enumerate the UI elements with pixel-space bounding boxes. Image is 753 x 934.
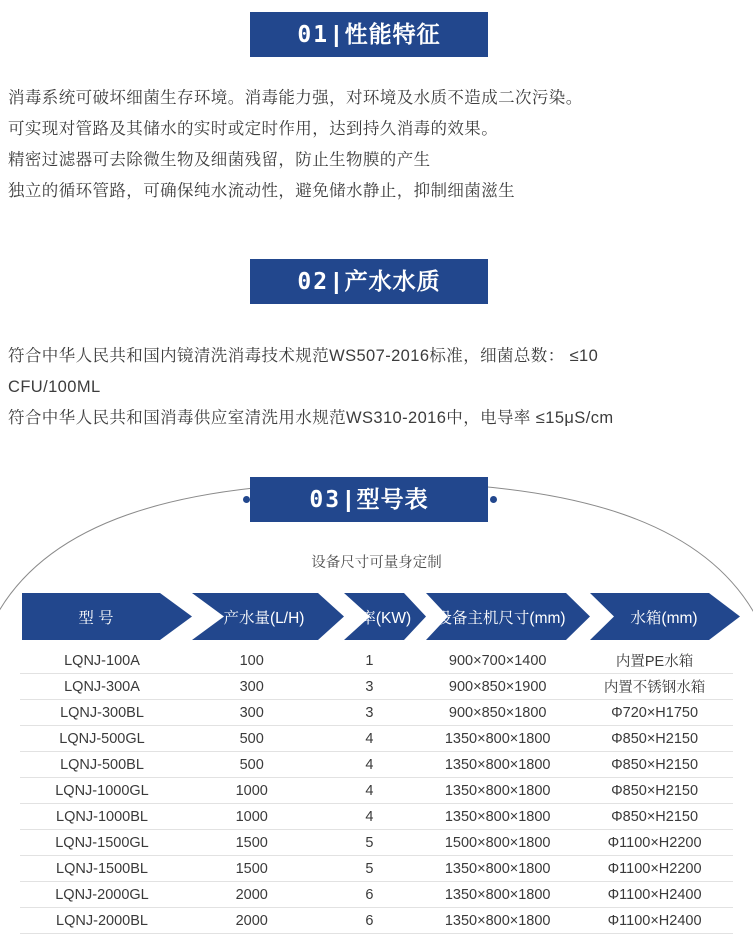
cell-size: 900×850×1900 <box>419 674 576 700</box>
cell-tank: Φ1100×H2200 <box>576 856 733 882</box>
table-row <box>20 778 733 804</box>
cell-output: 2000 <box>184 882 319 908</box>
paragraph-line: 独立的循环管路，可确保纯水流动性，避免储水静止，抑制细菌滋生 <box>8 182 515 200</box>
paragraph-line: CFU/100ML <box>8 378 101 396</box>
cell-model: LQNJ-500BL <box>20 752 184 778</box>
table-row <box>20 830 733 856</box>
spec-table <box>20 648 733 934</box>
cell-output: 300 <box>184 700 319 726</box>
cell-size: 1350×800×1800 <box>419 778 576 804</box>
cell-power: 6 <box>319 908 419 934</box>
section-separator-03: | <box>345 485 353 512</box>
section-title-03: 型号表 <box>356 485 429 512</box>
cell-output: 1000 <box>184 804 319 830</box>
cell-model: LQNJ-1000GL <box>20 778 184 804</box>
cell-power: 4 <box>319 726 419 752</box>
table-caption: 设备尺寸可量身定制 <box>311 555 442 571</box>
cell-tank: Φ720×H1750 <box>576 700 733 726</box>
table-row <box>20 882 733 908</box>
table-row <box>20 752 733 778</box>
cell-tank: Φ1100×H2400 <box>576 882 733 908</box>
paragraph-line: 符合中华人民共和国内镜清洗消毒技术规范WS507-2016标准，细菌总数： ≤10 <box>8 347 599 365</box>
paragraph-line: 符合中华人民共和国消毒供应室清洗用水规范WS310-2016中，电导率 ≤15μS/cm <box>8 409 614 427</box>
cell-size: 900×850×1800 <box>419 700 576 726</box>
table-header-cell-model: 型 号 <box>78 609 114 627</box>
cell-size: 1350×800×1800 <box>419 882 576 908</box>
cell-size: 1500×800×1800 <box>419 830 576 856</box>
table-row <box>20 908 733 934</box>
paragraph-line: 精密过滤器可去除微生物及细菌残留，防止生物膜的产生 <box>8 151 431 169</box>
cell-tank: 内置PE水箱 <box>576 648 733 674</box>
section-title-01: 性能特征 <box>344 20 441 47</box>
cell-model: LQNJ-1500BL <box>20 856 184 882</box>
cell-size: 1350×800×1800 <box>419 804 576 830</box>
section-banner-02 <box>250 259 488 304</box>
cell-tank: Φ850×H2150 <box>576 778 733 804</box>
cell-tank: Φ850×H2150 <box>576 726 733 752</box>
table-row <box>20 856 733 882</box>
table-row <box>20 726 733 752</box>
cell-power: 6 <box>319 882 419 908</box>
cell-output: 500 <box>184 726 319 752</box>
cell-output: 1500 <box>184 856 319 882</box>
cell-model: LQNJ-2000BL <box>20 908 184 934</box>
section-01-paragraphs <box>8 83 745 207</box>
cell-model: LQNJ-300BL <box>20 700 184 726</box>
section-separator-01: | <box>333 20 341 47</box>
cell-tank: Φ850×H2150 <box>576 804 733 830</box>
section-banner-01-text <box>297 20 441 48</box>
cell-output: 500 <box>184 752 319 778</box>
cell-power: 3 <box>319 700 419 726</box>
cell-tank: Φ1100×H2200 <box>576 830 733 856</box>
table-row <box>20 674 733 700</box>
arc-dot-left-icon <box>243 496 250 503</box>
cell-power: 3 <box>319 674 419 700</box>
paragraph-line: 可实现对管路及其储水的实时或定时作用，达到持久消毒的效果。 <box>8 120 499 138</box>
cell-power: 4 <box>319 804 419 830</box>
cell-output: 100 <box>184 648 319 674</box>
table-header-cell-power: 功率(KW) <box>344 609 412 627</box>
spec-table-body <box>20 648 733 934</box>
section-title-02: 产水水质 <box>344 267 441 294</box>
cell-power: 4 <box>319 752 419 778</box>
cell-size: 1350×800×1800 <box>419 752 576 778</box>
table-row <box>20 648 733 674</box>
section-banner-03-text <box>309 485 429 513</box>
paragraph-line: 消毒系统可破坏细菌生存环境。消毒能力强，对环境及水质不造成二次污染。 <box>8 89 583 107</box>
cell-tank: Φ850×H2150 <box>576 752 733 778</box>
cell-output: 1000 <box>184 778 319 804</box>
cell-model: LQNJ-1000BL <box>20 804 184 830</box>
cell-model: LQNJ-100A <box>20 648 184 674</box>
section-number-01: 01 <box>297 21 330 48</box>
cell-output: 2000 <box>184 908 319 934</box>
cell-model: LQNJ-500GL <box>20 726 184 752</box>
cell-power: 4 <box>319 778 419 804</box>
cell-output: 1500 <box>184 830 319 856</box>
cell-size: 1350×800×1800 <box>419 856 576 882</box>
cell-model: LQNJ-300A <box>20 674 184 700</box>
table-row <box>20 804 733 830</box>
table-header-cell-tank: 水箱(mm) <box>630 609 698 627</box>
cell-tank: 内置不锈钢水箱 <box>576 674 733 700</box>
cell-output: 300 <box>184 674 319 700</box>
cell-power: 5 <box>319 856 419 882</box>
cell-size: 1350×800×1800 <box>419 726 576 752</box>
cell-power: 5 <box>319 830 419 856</box>
table-header-cell-size: 设备主机尺寸(mm) <box>436 609 566 627</box>
cell-model: LQNJ-2000GL <box>20 882 184 908</box>
section-separator-02: | <box>333 267 341 294</box>
arc-dot-right-icon <box>490 496 497 503</box>
section-number-03: 03 <box>309 486 342 513</box>
section-02-paragraphs <box>8 341 745 434</box>
table-row <box>20 700 733 726</box>
section-banner-02-text <box>297 267 441 295</box>
section-banner-01 <box>250 12 488 57</box>
cell-model: LQNJ-1500GL <box>20 830 184 856</box>
table-header-cell-output: 产水量(L/H) <box>223 609 305 627</box>
cell-tank: Φ1100×H2400 <box>576 908 733 934</box>
cell-size: 1350×800×1800 <box>419 908 576 934</box>
cell-power: 1 <box>319 648 419 674</box>
section-number-02: 02 <box>297 268 330 295</box>
section-banner-03 <box>250 477 488 522</box>
cell-size: 900×700×1400 <box>419 648 576 674</box>
